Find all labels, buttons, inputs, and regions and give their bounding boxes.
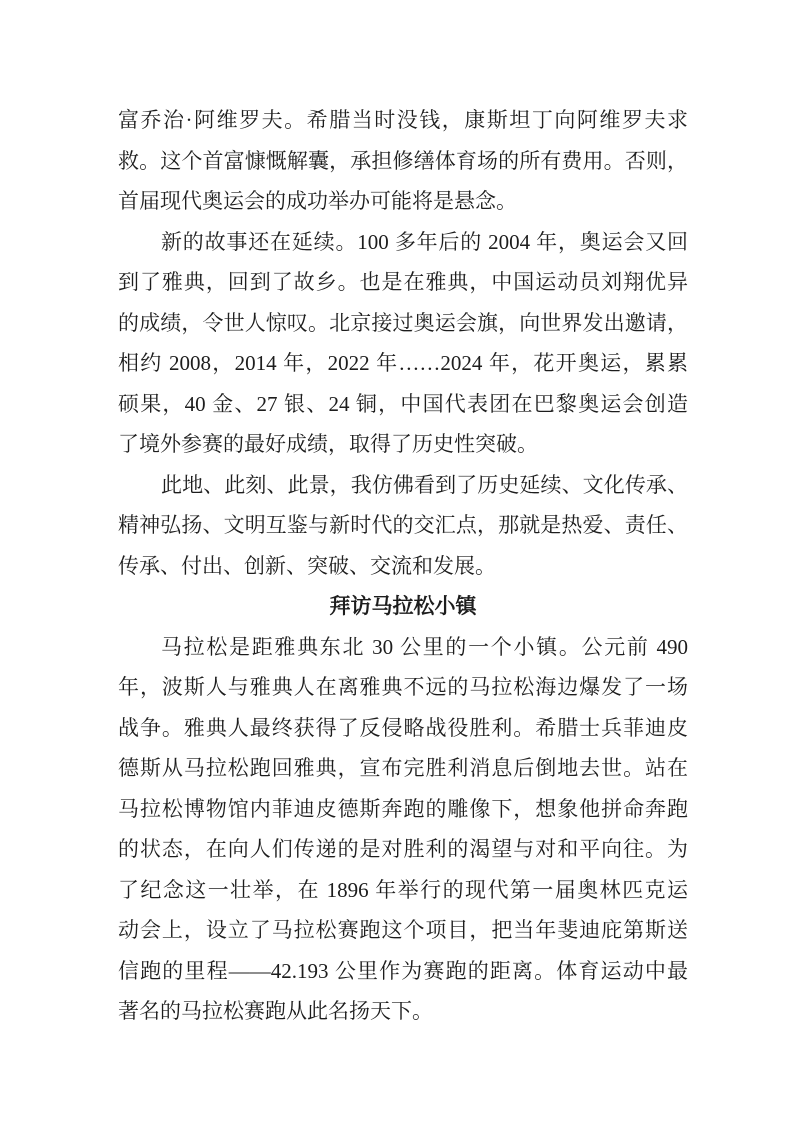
text-line: 此地、此刻、此景，我仿佛看到了历史延续、文化传承、 [161, 472, 688, 497]
text-line: 马拉松博物馆内菲迪皮德斯奔跑的雕像下，想象他拼命奔跑 [118, 796, 688, 821]
text-line: 信跑的里程——42.193 公里作为赛跑的距离。体育运动中最 [118, 958, 688, 983]
text-line: 首届现代奥运会的成功举办可能将是悬念。 [118, 189, 517, 213]
text-line: 的状态，在向人们传递的是对胜利的渴望与对和平向往。为 [118, 837, 688, 861]
paragraph [118, 222, 688, 465]
section-heading: 拜访马拉松小镇 [329, 594, 477, 618]
text-line: 动会上，设立了马拉松赛跑这个项目，把当年斐迪庇第斯送 [118, 918, 688, 942]
text-line: 了境外参赛的最好成绩，取得了历史性突破。 [118, 432, 538, 456]
text-line: 战争。雅典人最终获得了反侵略战役胜利。希腊士兵菲迪皮 [118, 715, 688, 740]
text-line: 相约 2008，2014 年，2022 年……2024 年，花开奥运，累累 [118, 351, 688, 375]
paragraph [118, 465, 688, 587]
text-line: 马拉松是距雅典东北 30 公里的一个小镇。公元前 490 [161, 634, 688, 659]
text-line: 硕果，40 金、27 银、24 铜，中国代表团在巴黎奥运会创造 [118, 391, 688, 416]
text-line: 新的故事还在延续。100 多年后的 2004 年，奥运会又回 [161, 229, 688, 254]
text-line: 著名的马拉松赛跑从此名扬天下。 [118, 999, 433, 1023]
paragraph [118, 100, 688, 222]
text-line: 的成绩，令世人惊叹。北京接过奥运会旗，向世界发出邀请， [118, 310, 688, 335]
text-line: 年，波斯人与雅典人在离雅典不远的马拉松海边爆发了一场 [118, 675, 688, 699]
paragraph [118, 627, 688, 1032]
page-text-block [118, 100, 688, 1032]
text-line: 了纪念这一壮举，在 1896 年举行的现代第一届奥林匹克运 [118, 877, 688, 902]
text-line: 到了雅典，回到了故乡。也是在雅典，中国运动员刘翔优异 [118, 270, 688, 294]
text-line: 传承、付出、创新、突破、交流和发展。 [118, 553, 496, 578]
text-line: 救。这个首富慷慨解囊，承担修缮体育场的所有费用。否则， [118, 148, 688, 173]
text-line: 精神弘扬、文明互鉴与新时代的交汇点，那就是热爱、责任、 [118, 513, 688, 537]
text-line: 富乔治·阿维罗夫。希腊当时没钱，康斯坦丁向阿维罗夫求 [118, 108, 688, 132]
text-line: 德斯从马拉松跑回雅典，宣布完胜利消息后倒地去世。站在 [118, 756, 688, 780]
